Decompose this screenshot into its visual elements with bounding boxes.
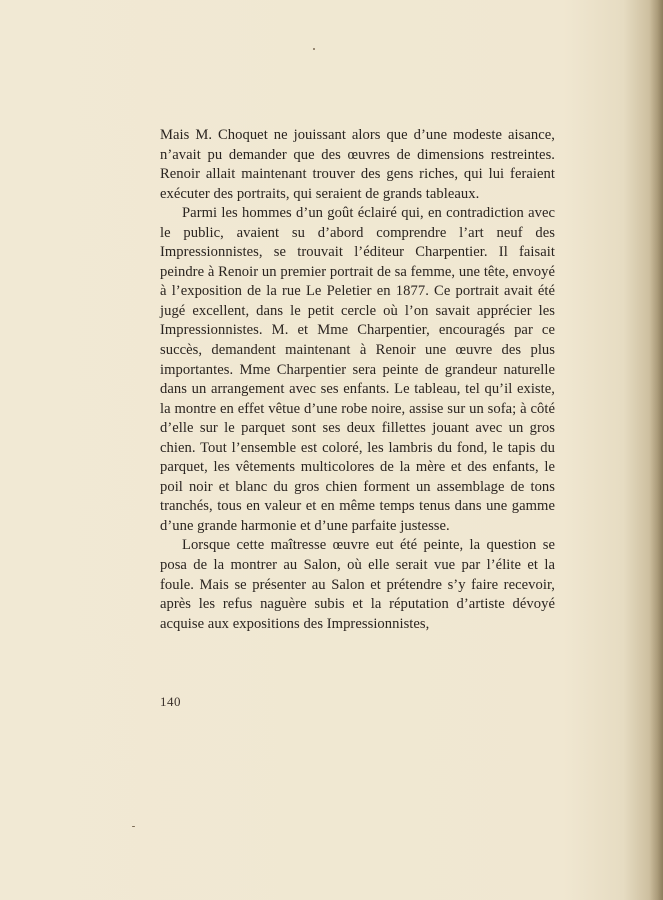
paragraph-3: Lorsque cette maîtresse œuvre eut été peinte, la question se posa de la montrer au Salon, où elle serait vue par l’élite et la foule. Mais se présenter au Salon et prétendre s’y faire recevoir, après les refus naguère subis et la réputation d’artiste dévoyé acquise aux expositions des Impressionnistes, <box>160 537 555 632</box>
page-number: 140 <box>160 694 181 709</box>
paper-speck <box>313 48 315 50</box>
paper-speck <box>132 826 135 827</box>
paragraph-2: Parmi les hommes d’un goût éclairé qui, en contradiction avec le public, avaient su d’abord comprendre l’art neuf des Impressionnistes, se trouvait l’éditeur Charpentier. Il faisait peindre à Renoir un premier portrait de sa femme, une tête, envoyé à l’exposition de la rue Le Peletier en 1877. Ce portrait avait été jugé excellent, dans le petit cercle où l’on savait apprécier les Impressionnistes. M. et Mme Charpentier, encouragés par ce succès, demandent maintenant à Renoir une œuvre des plus importantes. Mme Charpentier sera peinte de grandeur naturelle dans un arrangement avec ses enfants. Le tableau, tel qu’il existe, la montre en effet vêtue d’une robe noire, assise sur un sofa; à côté d’elle sur le parquet sont ses deux fillettes jouant avec un gros chien. Tout l’ensemble est coloré, les lambris du fond, le tapis du parquet, les vêtements multicolores de la mère et des enfants, le poil noir et blanc du gros chien forment un assemblage de tons tranchés, tous en valeur et en même temps tenus dans une gamme d’une grande harmonie et d’une parfaite justesse. <box>160 205 555 534</box>
page-edge-shadow <box>649 0 663 900</box>
body-text <box>160 126 555 634</box>
paragraph-1: Mais M. Choquet ne jouissant alors que d’une modeste aisance, n’avait pu demander que des œuvres de dimensions restreintes. Renoir allait maintenant trouver des gens riches, qui lui feraient exécuter des portraits, qui seraient de grands tableaux. <box>160 127 555 202</box>
